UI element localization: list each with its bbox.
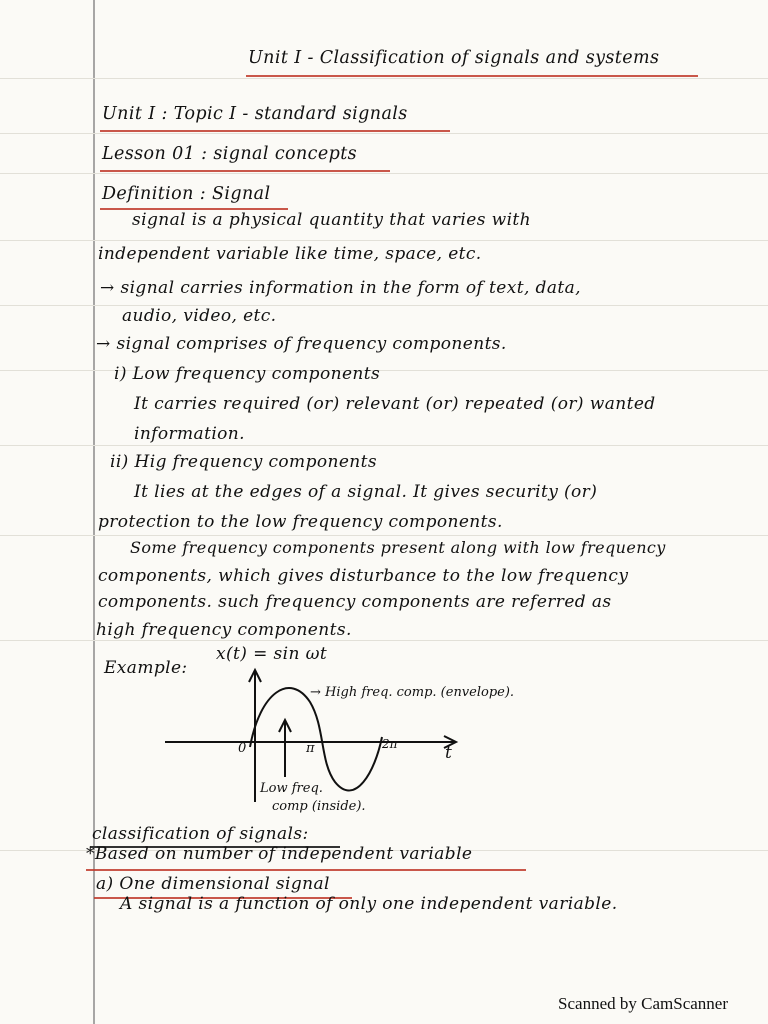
two-pi-label: 2π [382, 737, 398, 751]
sine-curve [250, 688, 382, 790]
based-on-heading: *Based on number of independent variable [86, 844, 473, 864]
lesson-heading: Lesson 01 : signal concepts [102, 144, 358, 164]
definition-line: signal is a physical quantity that varies with [132, 210, 531, 230]
ruled-line [0, 240, 768, 241]
scanner-watermark: Scanned by CamScanner [558, 994, 728, 1013]
t-axis-label: t [445, 743, 452, 763]
low-freq-annotation: Low freq. [260, 781, 323, 796]
ruled-line [0, 173, 768, 174]
definition-heading: Definition : Signal [102, 184, 271, 204]
bullet-line: audio, video, etc. [122, 306, 277, 326]
high-frequency-line: It lies at the edges of a signal. It gives security (or) [134, 482, 598, 502]
sine-wave-figure [150, 652, 515, 822]
lesson-underline [100, 170, 390, 172]
ruled-line [0, 535, 768, 536]
ruled-line [0, 78, 768, 79]
low-frequency-heading: i) Low frequency components [114, 364, 381, 384]
definition-line: independent variable like time, space, etc. [98, 244, 482, 264]
ruled-line [0, 445, 768, 446]
paragraph-line: high frequency components. [96, 620, 352, 640]
bullet-line: → signal comprises of frequency components. [96, 334, 507, 354]
ruled-line [0, 640, 768, 641]
high-freq-annotation: → High freq. comp. (envelope). [310, 685, 515, 700]
pi-label: π [306, 741, 315, 756]
high-frequency-heading: ii) Hig frequency components [110, 452, 378, 472]
low-freq-annotation: comp (inside). [272, 799, 366, 814]
ruled-line [0, 133, 768, 134]
high-frequency-line: protection to the low frequency components. [98, 512, 503, 532]
one-dimensional-heading: a) One dimensional signal [96, 874, 330, 894]
topic-heading: Unit I : Topic I - standard signals [102, 104, 408, 124]
based-on-underline [86, 869, 526, 871]
topic-underline [100, 130, 450, 132]
bullet-line: → signal carries information in the form of text, data, [100, 278, 581, 298]
example-equation: x(t) = sin ωt [216, 644, 328, 664]
ruled-line [0, 305, 768, 306]
page-title: Unit I - Classification of signals and systems [248, 48, 660, 68]
origin-label: 0 [238, 741, 247, 756]
example-label: Example: [104, 658, 188, 678]
low-frequency-line: It carries required (or) relevant (or) repeated (or) wanted [134, 394, 656, 414]
paragraph-line: components. such frequency components are referred as [98, 592, 612, 612]
low-frequency-line: information. [134, 424, 245, 444]
paragraph-line: Some frequency components present along with low frequency [130, 538, 666, 557]
classification-heading: classification of signals: [92, 824, 309, 844]
one-dimensional-definition: A signal is a function of only one independent variable. [120, 894, 618, 914]
paragraph-line: components, which gives disturbance to the low frequency [98, 566, 629, 586]
title-underline [246, 75, 698, 77]
